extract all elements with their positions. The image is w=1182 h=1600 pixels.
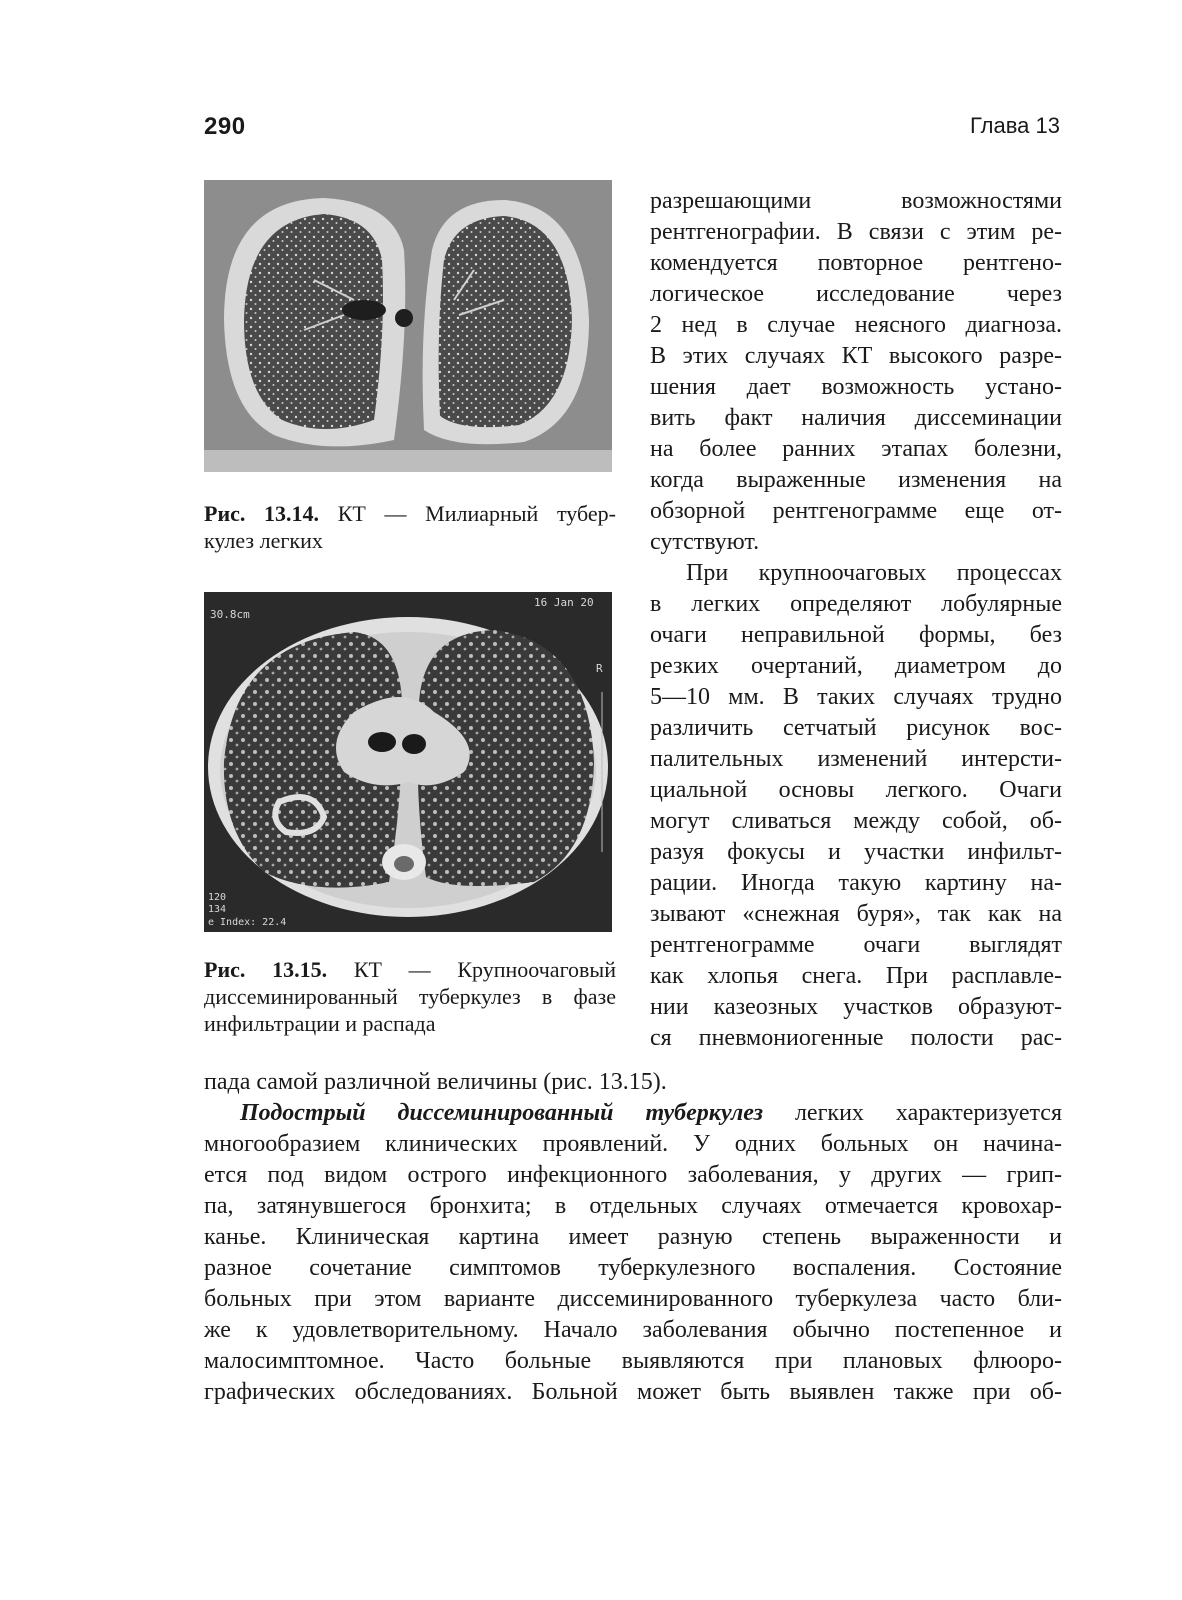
text-line: многообразием клинических проявлений. У одних больных он начина- <box>204 1131 1062 1157</box>
ct-large-focal-image <box>204 592 612 932</box>
caption-text: диссеминированный туберкулез в фазе <box>204 984 616 1009</box>
text-span: легких характеризуется <box>763 1100 1062 1126</box>
text-line: когда выраженные изменения на <box>650 467 1062 493</box>
text-line: могут сливаться между собой, об- <box>650 808 1062 834</box>
text-line: вить факт наличия диссеминации <box>650 405 1062 431</box>
text-line: шения дает возможность устано- <box>650 374 1062 400</box>
text-line: ся пневмониогенные полости рас- <box>650 1025 1062 1051</box>
text-line: сутствуют. <box>650 529 760 555</box>
text-line: комендуется повторное рентгено- <box>650 250 1062 276</box>
figure-caption-13-14 <box>204 500 616 554</box>
text-line: разное сочетание симптомов туберкулезного воспаления. Состояние <box>204 1255 1062 1281</box>
caption-text: кулез легких <box>204 528 323 553</box>
caption-text: инфильтрации и распада <box>204 1011 436 1036</box>
ct-overlay-text: R <box>596 662 603 675</box>
figure-ct-large-focal <box>204 592 612 932</box>
text-line: канье. Клиническая картина имеет разную степень выраженности и <box>204 1224 1062 1250</box>
text-line: графических обследованиях. Больной может быть выявлен также при об- <box>204 1379 1062 1405</box>
text-line: зывают «снежная буря», так как на <box>650 901 1062 927</box>
text-line: При крупноочаговых процессах <box>686 560 1062 586</box>
text-line: на более ранних этапах болезни, <box>650 436 1062 462</box>
text-line: в легких определяют лобулярные <box>650 591 1062 617</box>
ct-overlay-text: 30.8cm <box>210 608 250 621</box>
text-line: нии казеозных участков образуют- <box>650 994 1062 1020</box>
page-number: 290 <box>204 113 246 140</box>
text-line: же к удовлетворительному. Начало заболевания обычно постепенное и <box>204 1317 1062 1343</box>
page-header <box>204 113 1060 143</box>
figure-ct-miliary <box>204 180 612 472</box>
text-line: 2 нед в случае неясного диагноза. <box>650 312 1062 338</box>
text-line: больных при этом варианте диссеминированного туберкулеза часто бли- <box>204 1286 1062 1312</box>
figure-label: Рис. 13.15. <box>204 957 328 982</box>
text-line: па, затянувшегося бронхита; в отдельных случаях отмечается кровохар- <box>204 1193 1062 1219</box>
text-line: В этих случаях КТ высокого разре- <box>650 343 1062 369</box>
text-line: очаги неправильной формы, без <box>650 622 1062 648</box>
text-line: рации. Иногда такую картину на- <box>650 870 1062 896</box>
ct-overlay-text: 120 <box>208 892 227 903</box>
text-line: резких очертаний, диаметром до <box>650 653 1062 679</box>
text-line: 5—10 мм. В таких случаях трудно <box>650 684 1062 710</box>
text-line: рентгенограмме очаги выглядят <box>650 932 1062 958</box>
body-text <box>204 1067 1062 1408</box>
text-line: рентгенографии. В связи с этим ре- <box>650 219 1062 245</box>
term-heading: Подострый диссеминированный туберкулез <box>240 1100 763 1126</box>
chapter-title: Глава 13 <box>969 113 1060 138</box>
text-line: логическое исследование через <box>650 281 1062 307</box>
ct-overlay-text: 134 <box>208 904 227 915</box>
text-line: разуя фокусы и участки инфильт- <box>650 839 1062 865</box>
figure-caption-13-15 <box>204 956 616 1037</box>
text-line: различить сетчатый рисунок вос- <box>650 715 1062 741</box>
ct-miliary-image <box>204 180 612 472</box>
text-line: ется под видом острого инфекционного заболевания, у других — грип- <box>204 1162 1062 1188</box>
ct-overlay-text: 16 Jan 20 <box>534 596 594 609</box>
text-line: палительных изменений интерсти- <box>650 746 1062 772</box>
caption-text: КТ — Милиарный тубер- <box>337 501 616 526</box>
text-line: разрешающими возможностями <box>650 188 1062 214</box>
paragraph-first-line <box>204 1098 1062 1129</box>
column-text <box>650 186 1062 1054</box>
text-line: как хлопья снега. При расплавле- <box>650 963 1062 989</box>
caption-text: КТ — Крупноочаговый <box>353 957 616 982</box>
text-line: циальной основы легкого. Очаги <box>650 777 1062 803</box>
text-line: обзорной рентгенограмме еще от- <box>650 498 1062 524</box>
text-line: пада самой различной величины (рис. 13.15). <box>204 1069 667 1095</box>
text-line: малосимптомное. Часто больные выявляются при плановых флюоро- <box>204 1348 1062 1374</box>
figure-label: Рис. 13.14. <box>204 501 320 526</box>
ct-overlay-text: e Index: 22.4 <box>208 917 287 928</box>
